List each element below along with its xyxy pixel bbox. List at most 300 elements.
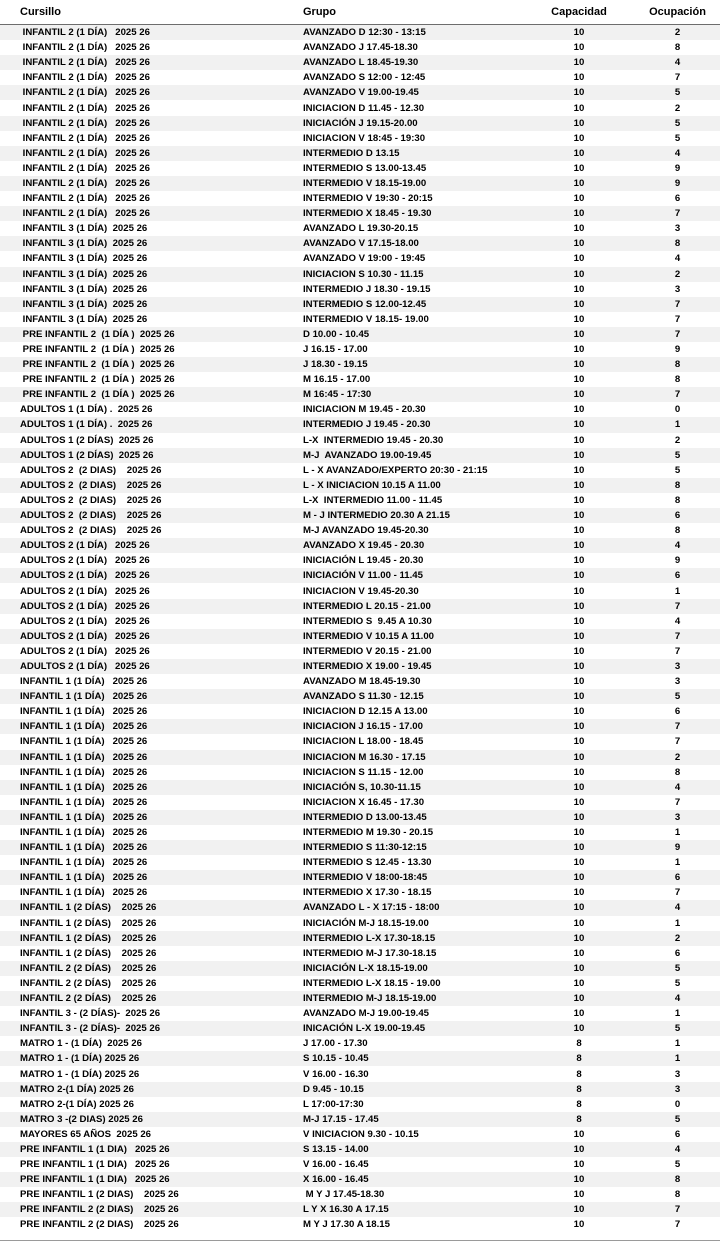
cell-cursillo: INFANTIL 3 (1 DÍA) 2025 26 xyxy=(0,297,283,312)
cell-cursillo: INFANTIL 1 (2 DÍAS) 2025 26 xyxy=(0,900,283,915)
cell-capacidad: 10 xyxy=(515,523,635,538)
cell-grupo: L - X AVANZADO/EXPERTO 20:30 - 21:15 xyxy=(283,463,515,478)
cell-capacidad: 10 xyxy=(515,417,635,432)
cell-ocupacion: 7 xyxy=(635,70,720,85)
table-row xyxy=(0,221,720,236)
cell-capacidad: 10 xyxy=(515,100,635,115)
cell-capacidad: 10 xyxy=(515,916,635,931)
cell-ocupacion: 3 xyxy=(635,674,720,689)
cell-ocupacion: 4 xyxy=(635,900,720,915)
cell-ocupacion: 8 xyxy=(635,1172,720,1187)
table-row xyxy=(0,916,720,931)
cell-cursillo: INFANTIL 3 - (2 DÍAS)- 2025 26 xyxy=(0,1006,283,1021)
cell-capacidad: 10 xyxy=(515,1142,635,1157)
table-row xyxy=(0,176,720,191)
cell-grupo: INTERMEDIO S 11:30-12:15 xyxy=(283,840,515,855)
cell-grupo: INTERMEDIO V 20.15 - 21.00 xyxy=(283,644,515,659)
table-row xyxy=(0,40,720,55)
table-row xyxy=(0,161,720,176)
cell-cursillo: MATRO 1 - (1 DÍA) 2025 26 xyxy=(0,1036,283,1051)
cell-capacidad: 10 xyxy=(515,221,635,236)
cell-cursillo: MATRO 1 - (1 DÍA) 2025 26 xyxy=(0,1066,283,1081)
cell-cursillo: INFANTIL 1 (1 DÍA) 2025 26 xyxy=(0,689,283,704)
cell-grupo: INTERMEDIO X 17.30 - 18.15 xyxy=(283,885,515,900)
cell-grupo: INTERMEDIO X 19.00 - 19.45 xyxy=(283,659,515,674)
cell-cursillo: PRE INFANTIL 1 (1 DIA) 2025 26 xyxy=(0,1157,283,1172)
cell-cursillo: PRE INFANTIL 1 (1 DIA) 2025 26 xyxy=(0,1142,283,1157)
cell-grupo: AVANZADO V 19.00-19.45 xyxy=(283,85,515,100)
cell-cursillo: ADULTOS 2 (2 DIAS) 2025 26 xyxy=(0,493,283,508)
cell-cursillo: INFANTIL 2 (1 DÍA) 2025 26 xyxy=(0,161,283,176)
cell-grupo: AVANZADO M-J 19.00-19.45 xyxy=(283,1006,515,1021)
cell-ocupacion: 8 xyxy=(635,765,720,780)
cell-capacidad: 10 xyxy=(515,267,635,282)
cell-cursillo: PRE INFANTIL 2 (1 DÍA ) 2025 26 xyxy=(0,327,283,342)
cell-ocupacion: 1 xyxy=(635,1006,720,1021)
cell-grupo: AVANZADO X 19.45 - 20.30 xyxy=(283,538,515,553)
cell-grupo: L - X INICIACION 10.15 A 11.00 xyxy=(283,478,515,493)
cell-grupo: L-X INTERMEDIO 11.00 - 11.45 xyxy=(283,493,515,508)
cell-ocupacion: 8 xyxy=(635,523,720,538)
cell-ocupacion: 0 xyxy=(635,1097,720,1112)
cell-capacidad: 10 xyxy=(515,825,635,840)
cell-capacidad: 10 xyxy=(515,448,635,463)
cell-capacidad: 10 xyxy=(515,236,635,251)
cell-grupo: INICIACION M 16.30 - 17.15 xyxy=(283,750,515,765)
bottom-divider xyxy=(0,1240,720,1241)
cell-grupo: AVANZADO S 12:00 - 12:45 xyxy=(283,70,515,85)
cell-ocupacion: 3 xyxy=(635,810,720,825)
cell-grupo: INTERMEDIO L-X 18.15 - 19.00 xyxy=(283,976,515,991)
cell-capacidad: 10 xyxy=(515,674,635,689)
table-row xyxy=(0,689,720,704)
cell-grupo: INICIACION D 12.15 A 13.00 xyxy=(283,704,515,719)
cell-ocupacion: 6 xyxy=(635,870,720,885)
cell-ocupacion: 9 xyxy=(635,176,720,191)
cell-ocupacion: 4 xyxy=(635,780,720,795)
cell-grupo: INICIACIÓN M-J 18.15-19.00 xyxy=(283,916,515,931)
cell-ocupacion: 8 xyxy=(635,493,720,508)
cell-cursillo: INFANTIL 1 (1 DÍA) 2025 26 xyxy=(0,825,283,840)
cell-grupo: INTERMEDIO S 12.00-12.45 xyxy=(283,297,515,312)
cell-capacidad: 10 xyxy=(515,885,635,900)
cell-capacidad: 10 xyxy=(515,251,635,266)
table-row xyxy=(0,599,720,614)
table-row xyxy=(0,1006,720,1021)
table-row xyxy=(0,1036,720,1051)
cell-cursillo: PRE INFANTIL 2 (1 DÍA ) 2025 26 xyxy=(0,387,283,402)
cell-ocupacion: 7 xyxy=(635,206,720,221)
cell-capacidad: 10 xyxy=(515,961,635,976)
cell-ocupacion: 7 xyxy=(635,644,720,659)
cell-grupo: D 9.45 - 10.15 xyxy=(283,1082,515,1097)
cell-capacidad: 10 xyxy=(515,946,635,961)
cell-ocupacion: 7 xyxy=(635,387,720,402)
table-row xyxy=(0,659,720,674)
cell-capacidad: 10 xyxy=(515,387,635,402)
cell-ocupacion: 6 xyxy=(635,1127,720,1142)
cell-cursillo: INFANTIL 2 (1 DÍA) 2025 26 xyxy=(0,85,283,100)
cell-grupo: M - J INTERMEDIO 20.30 A 21.15 xyxy=(283,508,515,523)
cell-grupo: INICACIÓN L-X 19.00-19.45 xyxy=(283,1021,515,1036)
cell-grupo: M 16:45 - 17:30 xyxy=(283,387,515,402)
cell-ocupacion: 7 xyxy=(635,719,720,734)
cell-grupo: AVANZADO L 19.30-20.15 xyxy=(283,221,515,236)
table-row xyxy=(0,855,720,870)
table-row xyxy=(0,765,720,780)
cell-capacidad: 8 xyxy=(515,1112,635,1127)
table-row xyxy=(0,206,720,221)
cell-capacidad: 10 xyxy=(515,614,635,629)
table-row xyxy=(0,568,720,583)
cell-ocupacion: 3 xyxy=(635,1082,720,1097)
cell-capacidad: 10 xyxy=(515,342,635,357)
cell-capacidad: 8 xyxy=(515,1036,635,1051)
cell-ocupacion: 7 xyxy=(635,327,720,342)
table-row xyxy=(0,1127,720,1142)
table-row xyxy=(0,674,720,689)
cell-ocupacion: 9 xyxy=(635,161,720,176)
cell-ocupacion: 1 xyxy=(635,583,720,598)
cell-cursillo: INFANTIL 2 (1 DÍA) 2025 26 xyxy=(0,40,283,55)
cell-ocupacion: 4 xyxy=(635,251,720,266)
cell-cursillo: INFANTIL 1 (1 DÍA) 2025 26 xyxy=(0,780,283,795)
cell-ocupacion: 8 xyxy=(635,40,720,55)
cell-ocupacion: 9 xyxy=(635,553,720,568)
cell-ocupacion: 5 xyxy=(635,1021,720,1036)
cell-ocupacion: 6 xyxy=(635,704,720,719)
cell-ocupacion: 3 xyxy=(635,1066,720,1081)
cell-cursillo: PRE INFANTIL 2 (2 DIAS) 2025 26 xyxy=(0,1217,283,1232)
cell-grupo: INTERMEDIO S 9.45 A 10.30 xyxy=(283,614,515,629)
header-capacidad: Capacidad xyxy=(515,0,635,25)
cell-cursillo: MATRO 2-(1 DÍA) 2025 26 xyxy=(0,1097,283,1112)
cell-ocupacion: 8 xyxy=(635,478,720,493)
cell-capacidad: 8 xyxy=(515,1082,635,1097)
cell-grupo: INICIACION V 19.45-20.30 xyxy=(283,583,515,598)
table-row xyxy=(0,1082,720,1097)
cell-cursillo: INFANTIL 2 (1 DÍA) 2025 26 xyxy=(0,70,283,85)
cell-capacidad: 10 xyxy=(515,599,635,614)
cell-cursillo: INFANTIL 2 (1 DÍA) 2025 26 xyxy=(0,206,283,221)
table-row xyxy=(0,946,720,961)
cell-cursillo: INFANTIL 1 (1 DÍA) 2025 26 xyxy=(0,795,283,810)
cell-cursillo: INFANTIL 2 (2 DÍAS) 2025 26 xyxy=(0,961,283,976)
cell-ocupacion: 9 xyxy=(635,342,720,357)
cell-cursillo: PRE INFANTIL 2 (1 DÍA ) 2025 26 xyxy=(0,372,283,387)
cell-grupo: INICIACION X 16.45 - 17.30 xyxy=(283,795,515,810)
cell-cursillo: ADULTOS 2 (2 DIAS) 2025 26 xyxy=(0,463,283,478)
cell-grupo: AVANZADO J 17.45-18.30 xyxy=(283,40,515,55)
table-row xyxy=(0,523,720,538)
cell-capacidad: 10 xyxy=(515,659,635,674)
cell-capacidad: 10 xyxy=(515,402,635,417)
cell-capacidad: 10 xyxy=(515,795,635,810)
cell-capacidad: 10 xyxy=(515,433,635,448)
cell-grupo: AVANZADO V 19:00 - 19:45 xyxy=(283,251,515,266)
cell-cursillo: MATRO 2-(1 DÍA) 2025 26 xyxy=(0,1082,283,1097)
cell-capacidad: 10 xyxy=(515,312,635,327)
cell-capacidad: 10 xyxy=(515,976,635,991)
table-row xyxy=(0,583,720,598)
cell-capacidad: 10 xyxy=(515,1021,635,1036)
table-row xyxy=(0,900,720,915)
cell-cursillo: ADULTOS 2 (1 DÍA) 2025 26 xyxy=(0,614,283,629)
cell-capacidad: 10 xyxy=(515,1202,635,1217)
cell-grupo: INICIACIÓN L-X 18.15-19.00 xyxy=(283,961,515,976)
cell-ocupacion: 5 xyxy=(635,689,720,704)
cell-capacidad: 10 xyxy=(515,357,635,372)
cell-grupo: AVANZADO L - X 17:15 - 18:00 xyxy=(283,900,515,915)
table-row xyxy=(0,25,720,41)
cell-cursillo: INFANTIL 2 (1 DÍA) 2025 26 xyxy=(0,25,283,41)
cell-grupo: J 17.00 - 17.30 xyxy=(283,1036,515,1051)
table-row xyxy=(0,327,720,342)
cell-grupo: INTERMEDIO S 13.00-13.45 xyxy=(283,161,515,176)
table-body xyxy=(0,25,720,1233)
table-row xyxy=(0,885,720,900)
table-row xyxy=(0,1172,720,1187)
cell-cursillo: PRE INFANTIL 1 (1 DIA) 2025 26 xyxy=(0,1172,283,1187)
cell-ocupacion: 8 xyxy=(635,372,720,387)
cell-capacidad: 10 xyxy=(515,176,635,191)
cell-grupo: INICIACION J 16.15 - 17.00 xyxy=(283,719,515,734)
table-row xyxy=(0,100,720,115)
cell-capacidad: 10 xyxy=(515,206,635,221)
cell-grupo: INTERMEDIO J 18.30 - 19.15 xyxy=(283,282,515,297)
cell-cursillo: ADULTOS 2 (1 DÍA) 2025 26 xyxy=(0,538,283,553)
cell-capacidad: 10 xyxy=(515,25,635,41)
cell-grupo: INTERMEDIO V 10.15 A 11.00 xyxy=(283,629,515,644)
cell-ocupacion: 7 xyxy=(635,599,720,614)
cell-capacidad: 10 xyxy=(515,493,635,508)
table-row xyxy=(0,614,720,629)
table-row xyxy=(0,267,720,282)
table-row xyxy=(0,1142,720,1157)
cell-cursillo: INFANTIL 1 (1 DÍA) 2025 26 xyxy=(0,765,283,780)
cell-ocupacion: 4 xyxy=(635,1142,720,1157)
cell-cursillo: INFANTIL 2 (1 DÍA) 2025 26 xyxy=(0,176,283,191)
table-row xyxy=(0,116,720,131)
cell-capacidad: 10 xyxy=(515,704,635,719)
cell-ocupacion: 6 xyxy=(635,191,720,206)
cell-cursillo: INFANTIL 3 (1 DÍA) 2025 26 xyxy=(0,312,283,327)
table-row xyxy=(0,1021,720,1036)
cell-grupo: L 17:00-17:30 xyxy=(283,1097,515,1112)
cell-grupo: D 10.00 - 10.45 xyxy=(283,327,515,342)
cell-grupo: AVANZADO D 12:30 - 13:15 xyxy=(283,25,515,41)
cell-ocupacion: 7 xyxy=(635,312,720,327)
cell-capacidad: 10 xyxy=(515,931,635,946)
cell-capacidad: 10 xyxy=(515,1006,635,1021)
cell-ocupacion: 5 xyxy=(635,976,720,991)
table-row xyxy=(0,493,720,508)
table-row xyxy=(0,553,720,568)
cell-capacidad: 10 xyxy=(515,191,635,206)
cell-ocupacion: 5 xyxy=(635,116,720,131)
cell-ocupacion: 3 xyxy=(635,659,720,674)
cell-ocupacion: 7 xyxy=(635,795,720,810)
cell-grupo: M-J AVANZADO 19.45-20.30 xyxy=(283,523,515,538)
cell-cursillo: INFANTIL 2 (2 DÍAS) 2025 26 xyxy=(0,991,283,1006)
cell-capacidad: 10 xyxy=(515,765,635,780)
table-row xyxy=(0,1066,720,1081)
cell-cursillo: INFANTIL 2 (1 DÍA) 2025 26 xyxy=(0,116,283,131)
cell-grupo: V 16.00 - 16.30 xyxy=(283,1066,515,1081)
cell-ocupacion: 4 xyxy=(635,538,720,553)
cell-cursillo: ADULTOS 2 (1 DÍA) 2025 26 xyxy=(0,644,283,659)
cell-cursillo: INFANTIL 3 (1 DÍA) 2025 26 xyxy=(0,282,283,297)
cell-capacidad: 10 xyxy=(515,553,635,568)
cell-cursillo: ADULTOS 2 (1 DÍA) 2025 26 xyxy=(0,583,283,598)
cell-grupo: S 13.15 - 14.00 xyxy=(283,1142,515,1157)
table-row xyxy=(0,1157,720,1172)
table-row xyxy=(0,976,720,991)
cell-capacidad: 10 xyxy=(515,1172,635,1187)
cell-cursillo: INFANTIL 2 (1 DÍA) 2025 26 xyxy=(0,131,283,146)
table-row xyxy=(0,840,720,855)
cell-capacidad: 10 xyxy=(515,538,635,553)
cell-ocupacion: 5 xyxy=(635,131,720,146)
cell-cursillo: INFANTIL 1 (1 DÍA) 2025 26 xyxy=(0,840,283,855)
table-row xyxy=(0,991,720,1006)
cell-grupo: INTERMEDIO V 18:00-18:45 xyxy=(283,870,515,885)
cell-capacidad: 10 xyxy=(515,1157,635,1172)
table-row xyxy=(0,387,720,402)
cell-grupo: S 10.15 - 10.45 xyxy=(283,1051,515,1066)
cell-grupo: J 18.30 - 19.15 xyxy=(283,357,515,372)
table-row xyxy=(0,1217,720,1232)
cell-cursillo: MATRO 3 -(2 DIAS) 2025 26 xyxy=(0,1112,283,1127)
cell-capacidad: 10 xyxy=(515,161,635,176)
cell-ocupacion: 1 xyxy=(635,1036,720,1051)
cell-cursillo: INFANTIL 1 (1 DÍA) 2025 26 xyxy=(0,674,283,689)
cell-cursillo: ADULTOS 2 (2 DIAS) 2025 26 xyxy=(0,478,283,493)
cell-ocupacion: 2 xyxy=(635,750,720,765)
cell-ocupacion: 2 xyxy=(635,267,720,282)
table-row xyxy=(0,433,720,448)
table-row xyxy=(0,236,720,251)
cell-ocupacion: 7 xyxy=(635,734,720,749)
cell-cursillo: ADULTOS 2 (1 DÍA) 2025 26 xyxy=(0,659,283,674)
cell-cursillo: INFANTIL 3 (1 DÍA) 2025 26 xyxy=(0,236,283,251)
cell-cursillo: INFANTIL 2 (1 DÍA) 2025 26 xyxy=(0,146,283,161)
table-row xyxy=(0,644,720,659)
cell-capacidad: 10 xyxy=(515,780,635,795)
table-row xyxy=(0,1051,720,1066)
cell-cursillo: ADULTOS 1 (1 DÍA) . 2025 26 xyxy=(0,402,283,417)
cell-capacidad: 10 xyxy=(515,870,635,885)
cell-capacidad: 8 xyxy=(515,1066,635,1081)
cell-cursillo: INFANTIL 2 (1 DÍA) 2025 26 xyxy=(0,191,283,206)
cell-capacidad: 8 xyxy=(515,1051,635,1066)
cell-grupo: INICIACION D 11.45 - 12.30 xyxy=(283,100,515,115)
cell-cursillo: INFANTIL 3 (1 DÍA) 2025 26 xyxy=(0,267,283,282)
cell-capacidad: 8 xyxy=(515,1097,635,1112)
cell-cursillo: INFANTIL 3 (1 DÍA) 2025 26 xyxy=(0,221,283,236)
cell-ocupacion: 5 xyxy=(635,1157,720,1172)
cell-ocupacion: 7 xyxy=(635,297,720,312)
table-row xyxy=(0,629,720,644)
cell-ocupacion: 7 xyxy=(635,1202,720,1217)
cell-grupo: L Y X 16.30 A 17.15 xyxy=(283,1202,515,1217)
cell-capacidad: 10 xyxy=(515,131,635,146)
cell-capacidad: 10 xyxy=(515,508,635,523)
cell-capacidad: 10 xyxy=(515,1217,635,1232)
cell-cursillo: ADULTOS 1 (2 DÍAS) 2025 26 xyxy=(0,448,283,463)
cell-capacidad: 10 xyxy=(515,644,635,659)
cell-capacidad: 10 xyxy=(515,297,635,312)
cell-grupo: INTERMEDIO J 19.45 - 20.30 xyxy=(283,417,515,432)
table-row xyxy=(0,70,720,85)
table-row xyxy=(0,357,720,372)
cell-ocupacion: 7 xyxy=(635,629,720,644)
cell-cursillo: ADULTOS 1 (2 DÍAS) 2025 26 xyxy=(0,433,283,448)
table-row xyxy=(0,402,720,417)
cell-capacidad: 10 xyxy=(515,1127,635,1142)
cell-grupo: V 16.00 - 16.45 xyxy=(283,1157,515,1172)
table-row xyxy=(0,478,720,493)
cell-capacidad: 10 xyxy=(515,855,635,870)
cell-cursillo: PRE INFANTIL 2 (1 DÍA ) 2025 26 xyxy=(0,357,283,372)
cell-grupo: AVANZADO V 17.15-18.00 xyxy=(283,236,515,251)
cell-ocupacion: 2 xyxy=(635,931,720,946)
cell-cursillo: PRE INFANTIL 2 (1 DÍA ) 2025 26 xyxy=(0,342,283,357)
cell-grupo: M Y J 17.30 A 18.15 xyxy=(283,1217,515,1232)
cell-grupo: INICIACIÓN J 19.15-20.00 xyxy=(283,116,515,131)
cell-ocupacion: 2 xyxy=(635,25,720,41)
table-row xyxy=(0,961,720,976)
table-row xyxy=(0,312,720,327)
cell-grupo: J 16.15 - 17.00 xyxy=(283,342,515,357)
table-row xyxy=(0,795,720,810)
cell-ocupacion: 2 xyxy=(635,100,720,115)
cell-grupo: M 16.15 - 17.00 xyxy=(283,372,515,387)
cell-capacidad: 10 xyxy=(515,583,635,598)
cell-grupo: INICIACION V 18:45 - 19:30 xyxy=(283,131,515,146)
table-row xyxy=(0,448,720,463)
cell-ocupacion: 5 xyxy=(635,463,720,478)
cell-cursillo: ADULTOS 2 (2 DIAS) 2025 26 xyxy=(0,523,283,538)
cell-cursillo: INFANTIL 2 (1 DÍA) 2025 26 xyxy=(0,55,283,70)
cell-grupo: L-X INTERMEDIO 19.45 - 20.30 xyxy=(283,433,515,448)
cell-cursillo: INFANTIL 1 (2 DÍAS) 2025 26 xyxy=(0,916,283,931)
cell-cursillo: INFANTIL 1 (1 DÍA) 2025 26 xyxy=(0,734,283,749)
cell-cursillo: INFANTIL 1 (1 DÍA) 2025 26 xyxy=(0,719,283,734)
cell-cursillo: INFANTIL 1 (1 DÍA) 2025 26 xyxy=(0,870,283,885)
cell-cursillo: INFANTIL 1 (2 DÍAS) 2025 26 xyxy=(0,931,283,946)
table-row xyxy=(0,825,720,840)
cell-ocupacion: 4 xyxy=(635,146,720,161)
table-row xyxy=(0,55,720,70)
cell-grupo: V INICIACION 9.30 - 10.15 xyxy=(283,1127,515,1142)
table-row xyxy=(0,538,720,553)
table-row xyxy=(0,131,720,146)
cell-capacidad: 10 xyxy=(515,629,635,644)
cell-ocupacion: 9 xyxy=(635,840,720,855)
cell-cursillo: PRE INFANTIL 1 (2 DIAS) 2025 26 xyxy=(0,1187,283,1202)
table-row xyxy=(0,1187,720,1202)
cell-capacidad: 10 xyxy=(515,327,635,342)
cell-capacidad: 10 xyxy=(515,116,635,131)
cell-ocupacion: 5 xyxy=(635,1112,720,1127)
cell-grupo: INICIACION M 19.45 - 20.30 xyxy=(283,402,515,417)
cell-cursillo: ADULTOS 1 (1 DÍA) . 2025 26 xyxy=(0,417,283,432)
table-row xyxy=(0,704,720,719)
cell-ocupacion: 3 xyxy=(635,221,720,236)
cell-grupo: INICIACION L 18.00 - 18.45 xyxy=(283,734,515,749)
table-row xyxy=(0,719,720,734)
